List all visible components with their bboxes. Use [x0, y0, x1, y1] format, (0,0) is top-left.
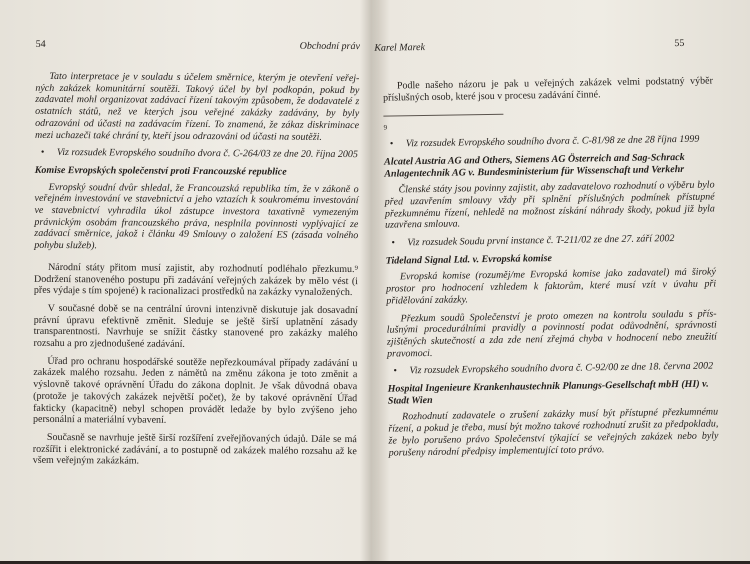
list-item — [387, 361, 717, 378]
bullet-icon: • — [40, 147, 45, 159]
footnote-mark: 9 — [383, 124, 388, 133]
case-heading: Komise Evropských společenství proti Francouzské republice — [34, 164, 287, 178]
paragraph: Národní státy přitom musí zajistit, aby rozhodnutí podléhalo přezkumu.⁹ Dodržení stanoveného postupu při zadávání veřejných zakázek by mělo vést (i přes výdaje s tím spojené) k racionalizaci prostředků na zakázky vynaložených. — [33, 261, 359, 299]
paragraph: Přezkum soudů Společenství je proto omezen na kontrolu souladu s příslušnými procedurálními pravidly a povinností podat odůvodnění, správnosti zjištěných skutečností a zda zde není zřejmá chyba v hodnocení nebo zneužití pravomoci. — [386, 307, 718, 360]
right-page-content — [383, 75, 719, 464]
right-page — [370, 0, 750, 564]
paragraph: Členské státy jsou povinny zajistit, aby zadavatelovo rozhodnutí o výběru bylo před uzavřením smlouvy vždy při splnění příslušných podmínek přístupné přezkumnému řízení, nehledě na možnost získání náhrady škody, pokud již byla uzavřena smlouva. — [384, 179, 715, 231]
running-header-right: Karel Marek — [374, 41, 426, 54]
paragraph: V současné době se na centrální úrovni intenzivně diskutuje jak dosavadní právní úpravu efektivně změnit. Sleduje se ještě širší uplatnění zásady transparentnosti. Navrhuje se snížit částky stanovené pro zakázky malého rozsahu a pro zjednodušené zadávání. — [33, 302, 358, 350]
footnote-divider — [383, 114, 503, 117]
case-reference: Viz rozsudek Soudu první instance č. T-211/02 ze dne 27. září 2002 — [407, 233, 675, 249]
paragraph: Evropský soudní dvůr shledal, že Francouzská republika tím, že v zákoně o veřejném investování ve stavebnictví a jeho vztazích k soukromému investování ve stavebnictví vyhradila úkol zástupce investora taxativně vymezeným právnickým osobám francouzského práva, nesplnila povinnosti vyplývající ze zadávací směrnice, jakož i článku 49 Smlouvy o založení ES (zásada volného pohybu služeb). — [34, 181, 359, 252]
paragraph: Rozhodnutí zadavatele o zrušení zakázky musí být přístupné přezkumnému řízení, a pokud je třeba, musí být možno takové rozhodnutí zrušit za předpokladu, že bylo porušeno právo Společenství týkající se veřejných zakázek nebo byly porušeny národní předpisy implementující toto právo. — [388, 406, 719, 459]
page-number-left: 54 — [35, 38, 46, 50]
page-number-right: 55 — [674, 37, 685, 50]
paragraph: Tato interpretace je v souladu s účelem směrnice, kterým je otevření veřejných zakázek komunitární soutěži. Takový účel by byl podkopán, pokud by zadavatel mohl organizovat zadávací řízení takovým způsobem, že dodavatelé z ostatních států, než ve kterých jsou veřejné zakázky zadávány, by byly odrazováni od účasti na zadávacím řízení. To znamená, že zákaz diskriminace mezi uchazeči také chrání ty, kteří jsou odrazováni od účasti na soutěži. — [34, 70, 360, 143]
bullet-icon: • — [391, 237, 396, 249]
list-item — [385, 232, 715, 249]
paragraph: Evropská komise (rozuměj/me Evropská komise jako zadavatel) má široký prostor pro hodnocení vzhledem k faktorům, které musí vzít v úvahu při přidělování zakázky. — [386, 266, 717, 307]
list-item — [384, 134, 714, 151]
paragraph: Úřad pro ochranu hospodářské soutěže nepřezkoumával případy zadávání u zakázek malého rozsahu. Jeden z námětů na změnu zákona je toto změnit a výslovně takové oprávnění Úřadu do zákona doplnit. Je však důvodná obava (protože je takových zakázek největší počet), že by takové oprávnění Úřad fakticky (kapacitně) nebyl schopen provádět ledaže by bylo zvýšeno jeho personální a materiální vybavení. — [32, 355, 358, 427]
paragraph: Současně se navrhuje ještě širší rozšíření zveřejňovaných údajů. Dále se má rozšířit i elektronické zadávání, a to postupně od zakázek malého rozsahu až ke všem veřejným zakázkám. — [32, 431, 357, 467]
bullet-icon: • — [393, 365, 398, 377]
list-item — [35, 147, 359, 161]
case-heading: Hospital Ingenieure Krankenhaustechnik Planungs-Gesellschaft mbH (HI) v. Stadt Wien — [387, 378, 709, 407]
case-reference: Viz rozsudek Evropského soudního dvora č. C-81/98 ze dne 28 října 1999 — [405, 133, 700, 150]
running-header-left: Obchodní práv — [299, 40, 360, 53]
left-page — [0, 0, 374, 562]
case-heading: Tideland Signal Ltd. v. Evropská komise — [385, 252, 552, 267]
case-heading: Alcatel Austria AG and Others, Siemens AG Österreich and Sag-Schrack Anlagentechnik AG v. Bundesministerium für Wissenschaft und Verkehr — [384, 151, 685, 180]
case-reference: Viz rozsudek Evropského soudního dvora č. C-264/03 ze dne 20. října 2005 — [56, 147, 358, 161]
case-reference: Viz rozsudek Evropského soudního dvora č. C-92/00 ze dne 18. června 2002 — [409, 360, 714, 377]
left-page-content — [33, 71, 360, 475]
bullet-icon: • — [389, 138, 394, 150]
paragraph: Podle našeho názoru je pak u veřejných zakázek velmi podstatný výběr příslušných osob, které jsou v procesu zadávání činné. — [383, 75, 713, 104]
